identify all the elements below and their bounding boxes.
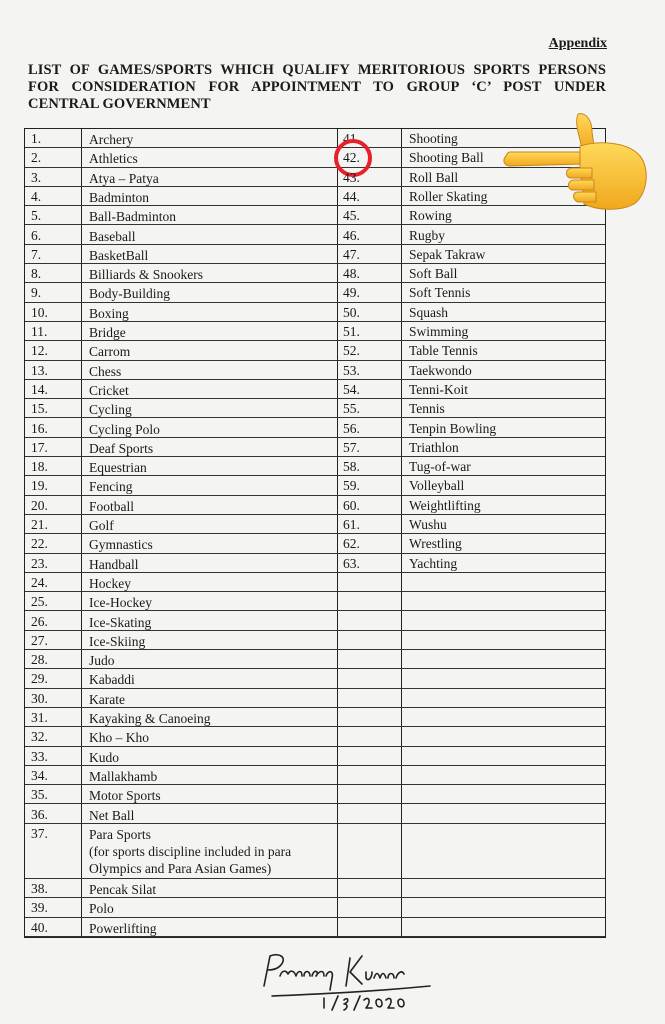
sport-name: Soft Ball — [409, 266, 458, 282]
row-number: 59. — [343, 478, 360, 494]
sport-name-text: Motor Sports — [89, 788, 161, 804]
table-row — [337, 534, 605, 553]
row-number: 61. — [343, 517, 360, 532]
sport-name: Wrestling — [409, 536, 462, 552]
sport-name: Tenni-Koit — [409, 381, 469, 397]
pointing-hand-icon — [500, 106, 660, 216]
table-row — [25, 612, 337, 631]
row-number: 22. — [31, 536, 48, 552]
table-row — [25, 631, 337, 650]
empty-table-row — [337, 747, 605, 766]
sport-name — [89, 881, 156, 898]
sport-name-text: Carrom — [89, 344, 131, 360]
sport-name — [89, 228, 136, 245]
sport-name: Tug-of-war — [409, 459, 471, 475]
row-number: 44. — [343, 188, 360, 204]
table-row — [337, 264, 605, 283]
table-row — [337, 399, 605, 418]
sport-name: Tennis — [409, 401, 445, 417]
empty-table-row — [337, 573, 605, 592]
table-row — [337, 380, 605, 399]
row-number: 11. — [31, 324, 48, 339]
sport-name-text: Athletics — [89, 151, 138, 167]
document-heading: LIST OF GAMES/SPORTS WHICH QUALIFY MERITORIOUS SPORTS PERSONS FOR CONSIDERATION FOR APPOINTMENT TO GROUP ‘C’ POST UNDER CENTRAL GOVERNMENT — [28, 62, 606, 112]
row-number: 43. — [343, 169, 360, 185]
sport-name — [89, 324, 126, 341]
sport-name — [89, 900, 114, 917]
table-row — [25, 148, 337, 167]
sport-name — [89, 826, 291, 877]
table-row — [337, 303, 605, 322]
sport-name — [89, 517, 114, 534]
row-number: 36. — [31, 806, 48, 822]
table-row — [25, 766, 337, 785]
row-number: 13. — [31, 362, 48, 378]
sport-name — [89, 729, 149, 746]
table-row — [25, 573, 337, 592]
sport-name: Shooting Ball — [409, 150, 484, 166]
sport-name-text: Kho – Kho — [89, 730, 149, 746]
table-row — [337, 361, 605, 380]
sport-name: Rugby — [409, 227, 446, 243]
sport-name — [89, 614, 151, 631]
sport-name-text: Mallakhamb — [89, 768, 158, 784]
sport-name — [89, 920, 157, 937]
sport-name-text: Para Sports — [89, 826, 151, 842]
table-row — [25, 650, 337, 669]
sport-name — [89, 536, 153, 553]
sport-name-text: Powerlifting — [89, 920, 157, 936]
row-number: 51. — [343, 324, 360, 339]
sport-name: Table Tennis — [409, 343, 478, 359]
row-number: 45. — [343, 208, 360, 224]
table-row — [25, 554, 337, 573]
table-row — [25, 341, 337, 360]
sport-name: Roller Skating — [409, 188, 488, 204]
sport-name-text: Ice-Skiing — [89, 633, 146, 649]
empty-table-row — [337, 766, 605, 785]
sport-name — [89, 170, 159, 187]
table-row — [25, 129, 337, 148]
table-row — [25, 534, 337, 553]
row-number: 10. — [31, 304, 48, 320]
sport-name-text: Gymnastics — [89, 537, 153, 553]
table-row — [337, 245, 605, 264]
row-number: 63. — [343, 555, 360, 571]
row-number: 20. — [31, 497, 48, 513]
table-row — [25, 226, 337, 245]
empty-table-row — [337, 669, 605, 688]
table-row — [25, 361, 337, 380]
sport-name-text: Ball-Badminton — [89, 209, 176, 225]
empty-table-row — [337, 650, 605, 669]
table-row — [337, 419, 605, 438]
sport-name-text: Equestrian — [89, 460, 147, 476]
sport-name — [89, 710, 210, 727]
empty-table-row — [337, 785, 605, 804]
table-row — [25, 496, 337, 515]
sport-name: Triathlon — [409, 439, 459, 455]
sport-name — [89, 749, 119, 766]
row-number: 21. — [31, 517, 48, 532]
sport-name: Wushu — [409, 517, 447, 532]
empty-table-row — [337, 631, 605, 650]
row-number: 15. — [31, 401, 48, 417]
sport-name-text: Baseball — [89, 228, 136, 244]
table-row — [25, 515, 337, 534]
table-row — [25, 264, 337, 283]
sport-name-text: Kayaking & Canoeing — [89, 711, 211, 726]
sport-name: Squash — [409, 304, 449, 320]
empty-table-row — [337, 708, 605, 727]
row-number: 35. — [31, 787, 48, 803]
sport-name: Yachting — [409, 555, 458, 571]
row-number: 2. — [31, 150, 42, 166]
sport-name — [89, 401, 132, 418]
sport-name — [89, 691, 125, 708]
table-row — [25, 322, 337, 341]
row-number: 23. — [31, 555, 48, 571]
sport-name — [89, 150, 138, 167]
sport-name — [89, 247, 148, 264]
row-number: 33. — [31, 748, 48, 764]
sport-name-text: Deaf Sports — [89, 440, 154, 456]
sport-name-text: Body-Building — [89, 286, 171, 302]
sport-name: Swimming — [409, 324, 469, 339]
sport-name — [89, 131, 133, 148]
row-number: 19. — [31, 478, 48, 494]
sport-name-text: Bridge — [89, 325, 126, 340]
row-number: 32. — [31, 729, 48, 745]
row-number: 49. — [343, 285, 360, 301]
sport-name — [89, 652, 115, 669]
sport-name-text: Judo — [89, 653, 115, 669]
empty-table-row — [337, 898, 605, 917]
table-row — [25, 380, 337, 399]
row-number: 17. — [31, 439, 48, 455]
empty-table-row — [337, 727, 605, 746]
sport-note-line: Olympics and Para Asian Games) — [89, 860, 272, 876]
row-number: 18. — [31, 459, 48, 475]
sport-name: Soft Tennis — [409, 285, 471, 301]
sport-name — [89, 768, 157, 785]
row-number: 38. — [31, 881, 48, 897]
sport-name — [89, 498, 134, 515]
sport-name — [89, 305, 129, 322]
sport-name — [89, 440, 153, 457]
row-number: 55. — [343, 401, 360, 417]
row-number: 7. — [31, 246, 42, 262]
sport-name — [89, 671, 135, 688]
table-row — [25, 785, 337, 804]
sport-name-text: Golf — [89, 518, 114, 533]
empty-table-row — [337, 805, 605, 824]
table-row — [337, 341, 605, 360]
sport-name-text: Badminton — [89, 189, 149, 205]
table-row — [25, 898, 337, 917]
table-row — [25, 206, 337, 225]
sport-name — [89, 594, 152, 611]
sports-table — [24, 128, 606, 938]
sport-name: Tenpin Bowling — [409, 420, 497, 436]
empty-table-row — [337, 879, 605, 898]
sport-name-text: Kabaddi — [89, 672, 135, 688]
row-number: 31. — [31, 710, 48, 725]
table-row — [25, 168, 337, 187]
row-number: 56. — [343, 420, 360, 436]
row-number: 1. — [31, 131, 42, 146]
row-number: 8. — [31, 266, 42, 282]
table-row — [25, 689, 337, 708]
table-row — [25, 438, 337, 457]
sport-name-text: BasketBall — [89, 247, 149, 263]
row-number: 40. — [31, 919, 48, 935]
table-row — [337, 554, 605, 573]
sport-name-text: Billiards & Snookers — [89, 267, 203, 283]
row-number: 53. — [343, 362, 360, 378]
sport-name-text: Handball — [89, 556, 139, 572]
sport-name-text: Karate — [89, 691, 125, 707]
sport-name-text: Polo — [89, 901, 114, 917]
sport-name — [89, 575, 131, 592]
row-number: 29. — [31, 671, 48, 687]
empty-table-row — [337, 824, 605, 879]
row-number: 25. — [31, 594, 48, 610]
table-row — [25, 303, 337, 322]
row-number: 39. — [31, 900, 48, 916]
sport-name: Roll Ball — [409, 169, 459, 185]
sport-name-text: Chess — [89, 363, 122, 379]
row-number: 57. — [343, 439, 360, 455]
sport-name-text: Atya – Patya — [89, 170, 159, 186]
sport-name-text: Hockey — [89, 575, 131, 591]
sport-name — [89, 363, 121, 380]
sport-name-text: Cricket — [89, 382, 129, 398]
sport-name: Rowing — [409, 208, 452, 224]
row-number: 52. — [343, 343, 360, 359]
sport-name — [89, 421, 160, 438]
table-row — [25, 399, 337, 418]
sport-note-line: (for sports discipline included in para — [89, 843, 292, 859]
sport-name-text: Cycling Polo — [89, 421, 160, 437]
sport-name — [89, 189, 149, 206]
row-number: 3. — [31, 169, 42, 185]
sport-name — [89, 478, 133, 495]
table-row — [25, 187, 337, 206]
table-row — [337, 438, 605, 457]
sport-name-text: Boxing — [89, 305, 129, 321]
table-row — [25, 419, 337, 438]
empty-table-row — [337, 689, 605, 708]
sport-name-text: Net Ball — [89, 807, 135, 823]
sport-name — [89, 633, 145, 650]
sport-name — [89, 343, 130, 360]
row-number: 50. — [343, 304, 360, 320]
sport-name — [89, 266, 203, 283]
sport-name-text: Archery — [89, 132, 134, 147]
row-number: 42. — [343, 150, 360, 166]
sport-name-text: Kudo — [89, 749, 119, 765]
row-number: 60. — [343, 497, 360, 513]
table-row — [337, 515, 605, 534]
sport-name-text: Fencing — [89, 479, 133, 495]
table-row — [25, 918, 337, 937]
table-row — [25, 457, 337, 476]
appendix-label: Appendix — [548, 36, 607, 51]
sport-name — [89, 787, 161, 804]
sport-name-text: Cycling — [89, 402, 132, 418]
row-number: 9. — [31, 285, 42, 301]
sport-name — [89, 285, 170, 302]
row-number: 34. — [31, 767, 48, 783]
sport-name-text: Ice-Skating — [89, 614, 152, 630]
sport-name — [89, 382, 129, 399]
table-row — [25, 824, 337, 879]
row-number: 37. — [31, 825, 48, 841]
row-number: 16. — [31, 420, 48, 436]
table-row — [25, 879, 337, 898]
row-number: 5. — [31, 208, 42, 224]
row-number: 12. — [31, 343, 48, 359]
row-number: 30. — [31, 690, 48, 706]
table-row — [337, 226, 605, 245]
row-number: 62. — [343, 536, 360, 552]
sport-name: Volleyball — [409, 478, 465, 494]
row-number: 24. — [31, 574, 48, 590]
row-number: 6. — [31, 227, 42, 243]
row-number: 47. — [343, 246, 360, 262]
table-row — [25, 476, 337, 495]
row-number: 4. — [31, 188, 42, 204]
signature — [258, 948, 438, 1018]
row-number: 27. — [31, 632, 48, 648]
table-row — [25, 669, 337, 688]
row-number: 41. — [343, 131, 360, 146]
empty-table-row — [337, 592, 605, 611]
sport-name-text: Football — [89, 498, 135, 514]
sport-name — [89, 807, 134, 824]
sport-name — [89, 556, 139, 573]
row-number: 28. — [31, 652, 48, 668]
sport-name: Taekwondo — [409, 362, 472, 378]
table-row — [337, 322, 605, 341]
sport-name: Sepak Takraw — [409, 246, 486, 262]
sport-name-text: Ice-Hockey — [89, 595, 152, 611]
row-number: 54. — [343, 381, 360, 397]
table-row — [25, 592, 337, 611]
table-row — [337, 496, 605, 515]
row-number: 48. — [343, 266, 360, 282]
table-row — [337, 476, 605, 495]
empty-table-row — [337, 918, 605, 937]
table-row — [25, 245, 337, 264]
table-row — [25, 747, 337, 766]
table-row — [25, 805, 337, 824]
table-row — [25, 727, 337, 746]
sport-name-text: Pencak Silat — [89, 882, 157, 898]
row-number: 46. — [343, 227, 360, 243]
row-number: 14. — [31, 381, 48, 397]
sport-name: Weightlifting — [409, 497, 481, 513]
empty-table-row — [337, 612, 605, 631]
table-row — [337, 457, 605, 476]
table-row — [337, 283, 605, 302]
sport-name: Shooting — [409, 131, 458, 146]
row-number: 26. — [31, 613, 48, 629]
sport-name — [89, 208, 176, 225]
table-row — [25, 708, 337, 727]
row-number: 58. — [343, 459, 360, 475]
table-row — [25, 283, 337, 302]
sport-name — [89, 459, 147, 476]
